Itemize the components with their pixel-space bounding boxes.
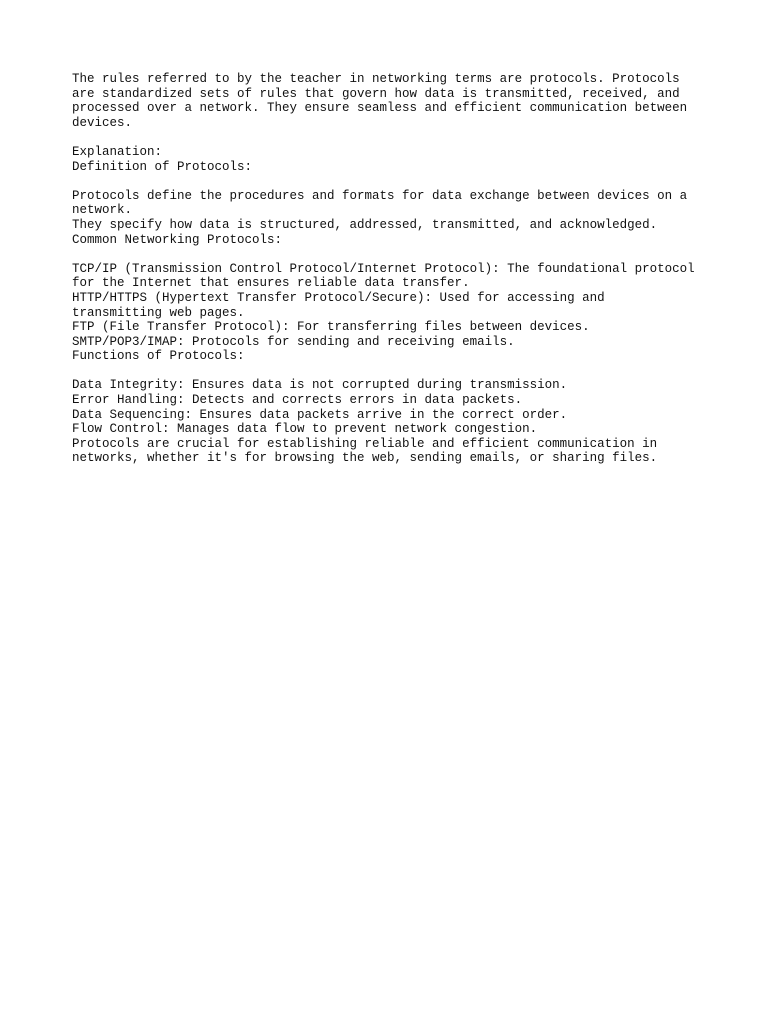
blank-line [72,364,712,379]
definition-section [72,189,712,233]
text-line: Data Sequencing: Ensures data packets arrive in the correct order. [72,407,568,422]
definition-heading: Definition of Protocols: [72,159,253,174]
text-line: network. [72,203,133,218]
text-line: processed over a network. They ensure seamless and efficient communication between [72,101,688,116]
text-line: are standardized sets of rules that govern how data is transmitted, received, and [72,86,680,101]
explanation-heading: Explanation: [72,144,163,159]
text-line: FTP (File Transfer Protocol): For transferring files between devices. [72,320,590,335]
blank-line [72,130,712,145]
text-line: Flow Control: Manages data flow to prevent network congestion. [72,422,538,437]
text-line: Data Integrity: Ensures data is not corrupted during transmission. [72,378,568,393]
text-line: transmitting web pages. [72,305,245,320]
text-line: for the Internet that ensures reliable data transfer. [72,276,470,291]
functions-section [72,378,712,466]
text-line: Error Handling: Detects and corrects errors in data packets. [72,393,523,408]
text-line: The rules referred to by the teacher in networking terms are protocols. Protocols [72,72,680,86]
text-line: Protocols are crucial for establishing reliable and efficient communication in [72,436,658,451]
common-protocols-heading: Common Networking Protocols: [72,232,283,247]
intro-paragraph [72,72,712,130]
common-protocols-section [72,262,712,350]
text-line: HTTP/HTTPS (Hypertext Transfer Protocol/Secure): Used for accessing and [72,290,605,305]
text-line: networks, whether it's for browsing the web, sending emails, or sharing files. [72,451,658,466]
blank-line [72,174,712,189]
text-line: They specify how data is structured, addressed, transmitted, and acknowledged. [72,217,658,232]
text-line: SMTP/POP3/IMAP: Protocols for sending and receiving emails. [72,334,515,349]
text-line: devices. [72,115,133,130]
text-line: TCP/IP (Transmission Control Protocol/Internet Protocol): The foundational protocol [72,261,695,276]
document-page [72,72,712,466]
text-line: Protocols define the procedures and formats for data exchange between devices on a [72,188,688,203]
blank-line [72,247,712,262]
functions-heading: Functions of Protocols: [72,349,245,364]
